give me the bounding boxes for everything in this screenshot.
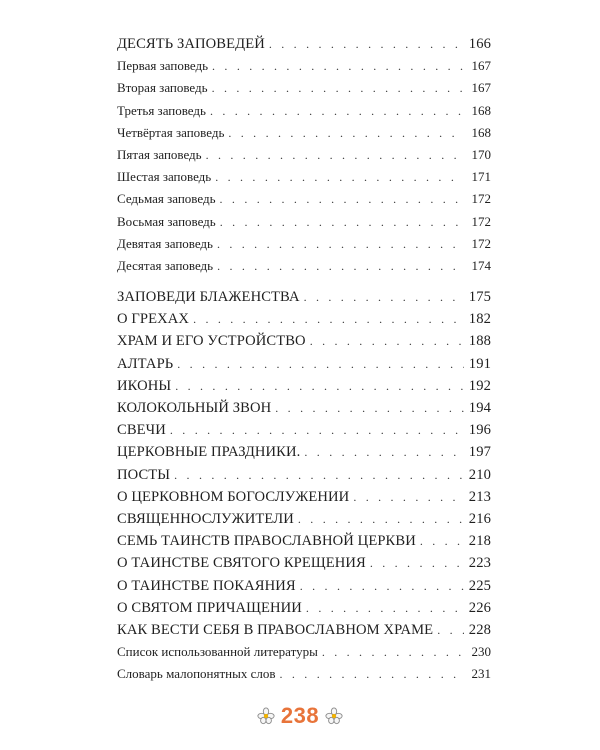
toc-entry-page: 168: [471, 124, 491, 140]
toc-leader-dots: [174, 464, 464, 486]
toc-leader-dots: [220, 211, 464, 233]
toc-entry-20[interactable]: [117, 486, 491, 508]
toc-entry-title: Вторая заповедь: [117, 80, 208, 96]
toc-entry-title: Десятая заповедь: [117, 257, 214, 273]
toc-leader-dots: [304, 286, 464, 308]
toc-entry-25[interactable]: [117, 597, 491, 619]
toc-entry-16[interactable]: [117, 397, 491, 419]
toc-entry-title: Первая заповедь: [117, 58, 209, 74]
toc-entry-page: 196: [468, 422, 491, 439]
table-of-contents: [117, 33, 491, 685]
toc-leader-dots: [217, 233, 464, 255]
toc-entry-page: 167: [471, 58, 491, 74]
toc-entry-21[interactable]: [117, 508, 491, 530]
toc-entry-title: Девятая заповедь: [117, 235, 213, 251]
toc-entry-title: О ГРЕХАХ: [117, 311, 190, 328]
toc-entry-8[interactable]: [117, 211, 491, 233]
toc-entry-page: 231: [471, 666, 491, 682]
toc-leader-dots: [206, 144, 464, 166]
toc-entry-13[interactable]: [117, 330, 491, 352]
page-footer: [0, 703, 600, 729]
toc-leader-dots: [210, 100, 464, 122]
toc-entry-page: 191: [468, 355, 491, 372]
toc-leader-dots: [217, 255, 464, 277]
toc-entry-2[interactable]: [117, 77, 491, 99]
toc-leader-dots: [212, 77, 464, 99]
toc-entry-page: 166: [468, 36, 491, 52]
toc-entry-title: КОЛОКОЛЬНЫЙ ЗВОН: [117, 400, 272, 416]
toc-entry-title: Четвёртая заповедь: [117, 124, 225, 140]
toc-entry-14[interactable]: [117, 353, 491, 375]
page-number: 238: [280, 703, 320, 728]
toc-entry-11[interactable]: [117, 286, 491, 308]
toc-entry-page: 188: [468, 333, 491, 350]
toc-entry-page: 194: [468, 400, 491, 416]
toc-entry-title: О СВЯТОМ ПРИЧАЩЕНИИ: [117, 599, 302, 616]
toc-entry-19[interactable]: [117, 464, 491, 486]
toc-entry-title: Пятая заповедь: [117, 146, 202, 162]
toc-entry-5[interactable]: [117, 144, 491, 166]
toc-entry-page: 197: [468, 444, 491, 461]
toc-entry-title: О ТАИНСТВЕ ПОКАЯНИЯ: [117, 577, 296, 594]
toc-entry-12[interactable]: [117, 308, 491, 330]
toc-entry-title: Список использованной литературы: [117, 644, 318, 660]
toc-entry-page: 216: [468, 510, 491, 527]
toc-leader-dots: [310, 330, 464, 352]
toc-leader-dots: [193, 308, 464, 330]
toc-entry-page: 218: [468, 533, 491, 550]
toc-entry-page: 225: [468, 577, 491, 594]
toc-entry-page: 213: [468, 488, 491, 505]
toc-entry-15[interactable]: [117, 375, 491, 397]
toc-leader-dots: [269, 33, 464, 55]
toc-entry-6[interactable]: [117, 166, 491, 188]
toc-entry-title: Третья заповедь: [117, 102, 206, 118]
toc-leader-dots: [353, 486, 464, 508]
toc-entry-title: СВЯЩЕННОСЛУЖИТЕЛИ: [117, 510, 294, 527]
toc-entry-page: 210: [468, 466, 491, 483]
toc-leader-dots: [370, 552, 464, 574]
toc-entry-title: СВЕЧИ: [117, 422, 166, 439]
toc-leader-dots: [280, 663, 465, 685]
toc-leader-dots: [322, 641, 464, 663]
toc-entry-17[interactable]: [117, 419, 491, 441]
toc-entry-page: 182: [468, 311, 491, 328]
toc-entry-26[interactable]: [117, 619, 491, 641]
toc-entry-page: 172: [471, 235, 491, 251]
toc-entry-28[interactable]: [117, 663, 491, 685]
toc-entry-page: 230: [471, 644, 491, 660]
toc-entry-page: 192: [468, 377, 491, 394]
toc-entry-27[interactable]: [117, 641, 491, 663]
toc-entry-10[interactable]: [117, 255, 491, 277]
toc-entry-page: 226: [468, 599, 491, 616]
toc-leader-dots: [170, 419, 464, 441]
toc-leader-dots: [298, 508, 464, 530]
toc-entry-1[interactable]: [117, 55, 491, 77]
toc-entry-page: 172: [471, 191, 491, 207]
toc-leader-dots: [420, 530, 464, 552]
flower-icon: [257, 707, 275, 725]
toc-entry-page: 228: [468, 621, 491, 638]
toc-entry-page: 174: [471, 257, 491, 273]
toc-leader-dots: [275, 397, 464, 419]
toc-entry-3[interactable]: [117, 100, 491, 122]
flower-icon: [325, 707, 343, 725]
toc-entry-page: 168: [471, 102, 491, 118]
toc-entry-title: АЛТАРЬ: [117, 355, 174, 372]
toc-leader-dots: [175, 375, 464, 397]
toc-entry-title: Седьмая заповедь: [117, 191, 216, 207]
toc-leader-dots: [212, 55, 464, 77]
toc-entry-page: 223: [468, 555, 491, 572]
toc-entry-title: ИКОНЫ: [117, 377, 172, 394]
toc-entry-page: 175: [468, 289, 491, 306]
toc-entry-0[interactable]: [117, 33, 491, 55]
toc-entry-9[interactable]: [117, 233, 491, 255]
toc-leader-dots: [215, 166, 464, 188]
toc-leader-dots: [300, 575, 464, 597]
toc-entry-page: 172: [471, 213, 491, 229]
toc-entry-22[interactable]: [117, 530, 491, 552]
toc-entry-title: ПОСТЫ: [117, 466, 171, 483]
toc-leader-dots: [220, 188, 464, 210]
toc-entry-title: КАК ВЕСТИ СЕБЯ В ПРАВОСЛАВНОМ ХРАМЕ: [117, 621, 434, 638]
toc-leader-dots: [306, 597, 464, 619]
toc-entry-4[interactable]: [117, 122, 491, 144]
toc-entry-page: 171: [471, 169, 491, 185]
toc-entry-title: О ЦЕРКОВНОМ БОГОСЛУЖЕНИИ: [117, 488, 350, 505]
toc-entry-7[interactable]: [117, 188, 491, 210]
toc-leader-dots: [304, 441, 464, 463]
toc-entry-title: ЗАПОВЕДИ БЛАЖЕНСТВА: [117, 289, 300, 306]
toc-entry-title: ДЕСЯТЬ ЗАПОВЕДЕЙ: [117, 36, 265, 52]
toc-leader-dots: [437, 619, 464, 641]
toc-entry-page: 167: [471, 80, 491, 96]
toc-entry-title: СЕМЬ ТАИНСТВ ПРАВОСЛАВНОЙ ЦЕРКВИ: [117, 533, 416, 550]
toc-entry-title: Шестая заповедь: [117, 169, 212, 185]
toc-entry-title: Словарь малопонятных слов: [117, 666, 276, 682]
toc-entry-title: ХРАМ И ЕГО УСТРОЙСТВО: [117, 333, 306, 350]
toc-entry-page: 170: [471, 146, 491, 162]
toc-entry-title: ЦЕРКОВНЫЕ ПРАЗДНИКИ.: [117, 444, 301, 461]
toc-entry-18[interactable]: [117, 441, 491, 463]
toc-leader-dots: [177, 353, 464, 375]
toc-entry-title: Восьмая заповедь: [117, 213, 216, 229]
toc-entry-title: О ТАИНСТВЕ СВЯТОГО КРЕЩЕНИЯ: [117, 555, 366, 572]
toc-entry-23[interactable]: [117, 552, 491, 574]
toc-entry-24[interactable]: [117, 575, 491, 597]
toc-leader-dots: [228, 122, 464, 144]
